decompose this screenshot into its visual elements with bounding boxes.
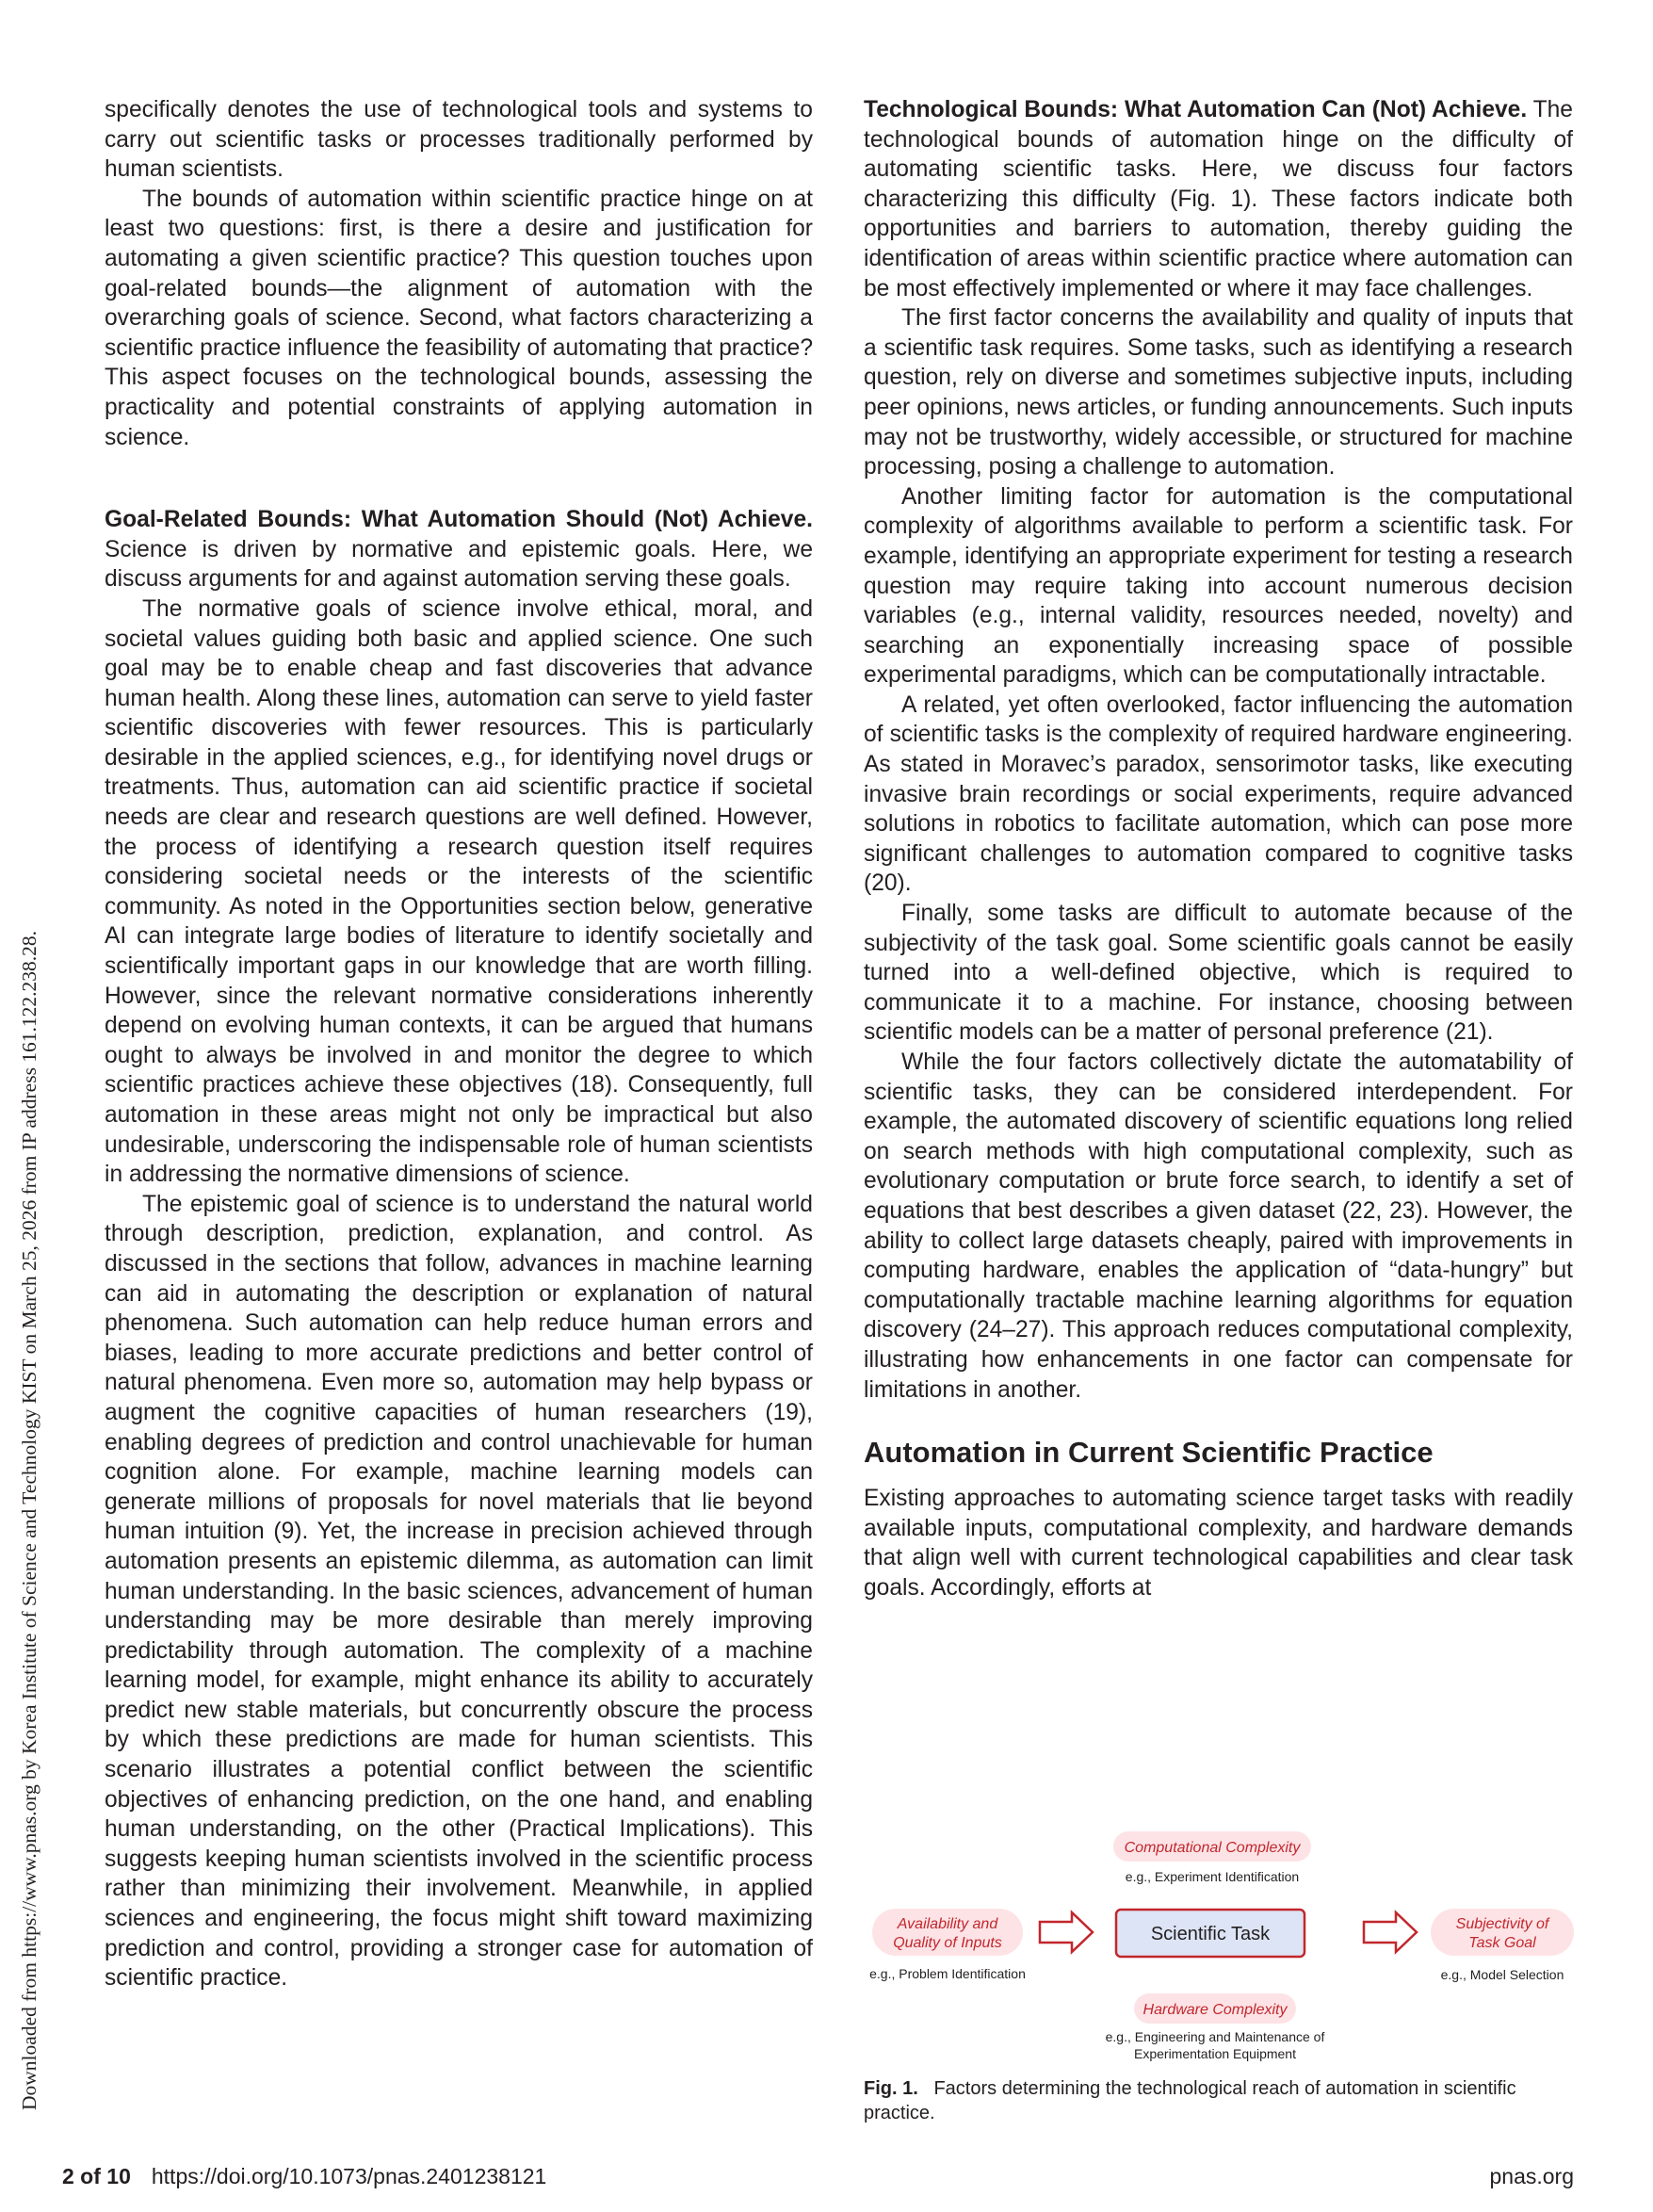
tech-bounds-text: The technological bounds of automation hinge on the difficulty of automating scientific tasks. Here, we discuss four factors characterizing this difficulty (Fig. 1). These factors indicate both opportunities and barriers to automation, thereby guiding the identification of areas within scientific practice where automation can be most effectively implemented or where it may face challenges. bbox=[864, 97, 1573, 301]
subjectivity-label-line2: Task Goal bbox=[1468, 1935, 1536, 1951]
goal-bounds-heading: Goal-Related Bounds: What Automation Should (Not) Achieve. bbox=[105, 507, 813, 533]
arrow-right-icon bbox=[1364, 1912, 1417, 1952]
figure-caption bbox=[864, 2076, 1573, 2125]
paragraph: The normative goals of science involve ethical, moral, and societal values guiding both basic and applied science. One such goal may be to enable cheap and fast discoveries that advance human health. Along these lines, automation can serve to yield faster scientific discoveries with fewer resources. This is particularly desirable in the applied sciences, e.g., for identifying novel drugs or treatments. Thus, automation can aid scientific practice if societal needs are clear and research questions are well defined. However, the process of identifying a research question itself requires considering societal needs or the interests of the scientific community. As noted in the Opportunities section below, generative AI can integrate large bodies of literature to identify societally and scientifically important gaps in our knowledge that are worth filling. However, since the relevant normative considerations inherently depend on evolving human contexts, it can be argued that humans ought to always be involved in and monitor the degree to which scientific practices achieve these objectives (18). Consequently, full automation in these areas might not only be impractical but also undesirable, underscoring the indispensable role of human scientists in addressing the normative dimensions of science. bbox=[105, 595, 813, 1188]
section-title: Automation in Current Scientific Practice bbox=[864, 1436, 1434, 1470]
hardware-example-line2: Experimentation Equipment bbox=[1134, 2046, 1296, 2061]
site-link[interactable]: pnas.org bbox=[1489, 2164, 1574, 2188]
paragraph: Existing approaches to automating science target tasks with readily available inputs, computational complexity, and hardware demands that align well with current technological capabilities and clear task goals. Accordingly, efforts at bbox=[864, 1486, 1573, 1601]
paragraph: The bounds of automation within scientific practice hinge on at least two questions: first, is there a desire and justification for automating a given scientific practice? This question touches upon goal-related bounds—the alignment of automation with the overarching goals of science. Second, what factors characterizing a scientific practice influence the feasibility of automating that practice? This aspect focuses on the technological bounds, assessing the practicality and potential constraints of applying automation in science. bbox=[105, 186, 813, 450]
subjectivity-example: e.g., Model Selection bbox=[1440, 1967, 1564, 1982]
paragraph: The first factor concerns the availability and quality of inputs that a scientific task requires. Some tasks, such as identifying a research question, rely on diverse and sometimes subjective inputs, including peer opinions, news articles, or funding announcements. Such inputs may not be trustworthy, widely accessible, or structured for machine processing, posing a challenge to automation. bbox=[864, 305, 1573, 480]
paragraph: specifically denotes the use of technological tools and systems to carry out scientific tasks or processes traditionally performed by human scientists. bbox=[105, 97, 813, 183]
tech-bounds-paragraph bbox=[864, 95, 1573, 303]
arrow-right-icon bbox=[1040, 1912, 1093, 1952]
caption-text: Factors determining the technological reach of automation in scientific practice. bbox=[864, 2078, 1516, 2123]
goal-bounds-paragraph bbox=[105, 505, 813, 594]
left-column bbox=[105, 95, 813, 1993]
paragraph: The epistemic goal of science is to understand the natural world through description, prediction, explanation, and control. As discussed in the sections that follow, advances in machine learning can aid in automating the description or explanation of natural phenomena. Such automation can help reduce human errors and biases, leading to more accurate predictions and better control of natural phenomena. Even more so, automation may help bypass or augment the cognitive capacities of human researchers (19), enabling degrees of prediction and control unachievable for human cognition alone. For example, machine learning models can generate millions of proposals for novel materials that lie beyond human intuition (9). Yet, the increase in precision achieved through automation presents an epistemic dilemma, as automation can limit human understanding. In the basic sciences, advancement of human understanding may be more desirable than merely improving predictability through automation. The complexity of a machine learning model, for example, might enhance its ability to accurately predict new stable materials, but concurrently obscure the process by which these predictions are made for human scientists. This scenario illustrates a potential conflict between the scientific objectives of enhancing prediction, on the one hand, and enabling human understanding, on the other (Practical Implications). This suggests keeping human scientists involved in the scientific process rather than minimizing their involvement. Meanwhile, in applied sciences and engineering, the focus might shift toward maximizing prediction and control, providing a stronger case for automation of scientific practice. bbox=[105, 1191, 813, 1992]
paragraph: While the four factors collectively dictate the automatability of scientific tasks, they can be considered interdependent. For example, the automated discovery of scientific equations long relied on search methods with high computational complexity, such as evolutionary computation or brute force search, to identify a set of equations that best describes a given dataset (22, 23). However, the ability to collect large datasets cheaply, paired with improvements in computing hardware, enables the application of “data-hungry” but computationally tractable machine learning algorithms for equation discovery (24–27). This approach reduces computational complexity, illustrating how enhancements in one factor can compensate for limitations in another. bbox=[864, 1049, 1573, 1403]
availability-label-line1: Availability and bbox=[897, 1916, 998, 1932]
goal-bounds-text: Science is driven by normative and epistemic goals. Here, we discuss arguments for and against automation serving these goals. bbox=[105, 536, 813, 593]
doi-link[interactable]: https://doi.org/10.1073/pnas.2401238121 bbox=[151, 2164, 547, 2188]
computational-example: e.g., Experiment Identification bbox=[1125, 1869, 1300, 1884]
right-column bbox=[864, 95, 1573, 1603]
caption-label: Fig. 1. bbox=[864, 2078, 918, 2099]
paragraph: Finally, some tasks are difficult to automate because of the subjectivity of the task goal. Some scientific goals cannot be easily turned into a well-defined objective, which is required to communicate it to a machine. For instance, choosing between scientific models can be a matter of personal preference (21). bbox=[864, 901, 1573, 1046]
availability-label-line2: Quality of Inputs bbox=[893, 1935, 1002, 1951]
hardware-example-line1: e.g., Engineering and Maintenance of bbox=[1105, 2029, 1325, 2044]
section-gap bbox=[105, 452, 813, 505]
scientific-task-label: Scientific Task bbox=[1150, 1924, 1271, 1944]
hardware-complexity-label: Hardware Complexity bbox=[1143, 2002, 1288, 2018]
page-number: 2 of 10 bbox=[62, 2164, 131, 2188]
factors-diagram bbox=[859, 1811, 1580, 2065]
paragraph: Another limiting factor for automation is the computational complexity of algorithms available to perform a scientific task. For example, identifying an appropriate experiment for testing a research question may require taking into account numerous decision variables (e.g., internal validity, resources needed, novelty) and searching an exponentially increasing space of possible experimental paradigms, which can be computationally intractable. bbox=[864, 483, 1573, 689]
subjectivity-label-line1: Subjectivity of bbox=[1455, 1916, 1549, 1932]
figure-1 bbox=[859, 1811, 1580, 2065]
paragraph: A related, yet often overlooked, factor influencing the automation of scientific tasks is the complexity of required hardware engineering. As stated in Moravec’s paradox, sensorimotor tasks, like executing invasive brain recordings or social experiments, require advanced solutions in robotics to facilitate automation, which can pose more significant challenges to automation compared to cognitive tasks (20). bbox=[864, 691, 1573, 897]
tech-bounds-heading: Technological Bounds: What Automation Can (Not) Achieve. bbox=[864, 97, 1528, 122]
computational-complexity-label: Computational Complexity bbox=[1124, 1840, 1301, 1856]
availability-example: e.g., Problem Identification bbox=[869, 1966, 1026, 1981]
footer-left bbox=[62, 2162, 546, 2190]
download-notice-sidebar: Downloaded from https://www.pnas.org by Korea Institute of Science and Technology KIST on March 25, 2026 from IP address 161.122.238.28. bbox=[18, 930, 41, 2110]
